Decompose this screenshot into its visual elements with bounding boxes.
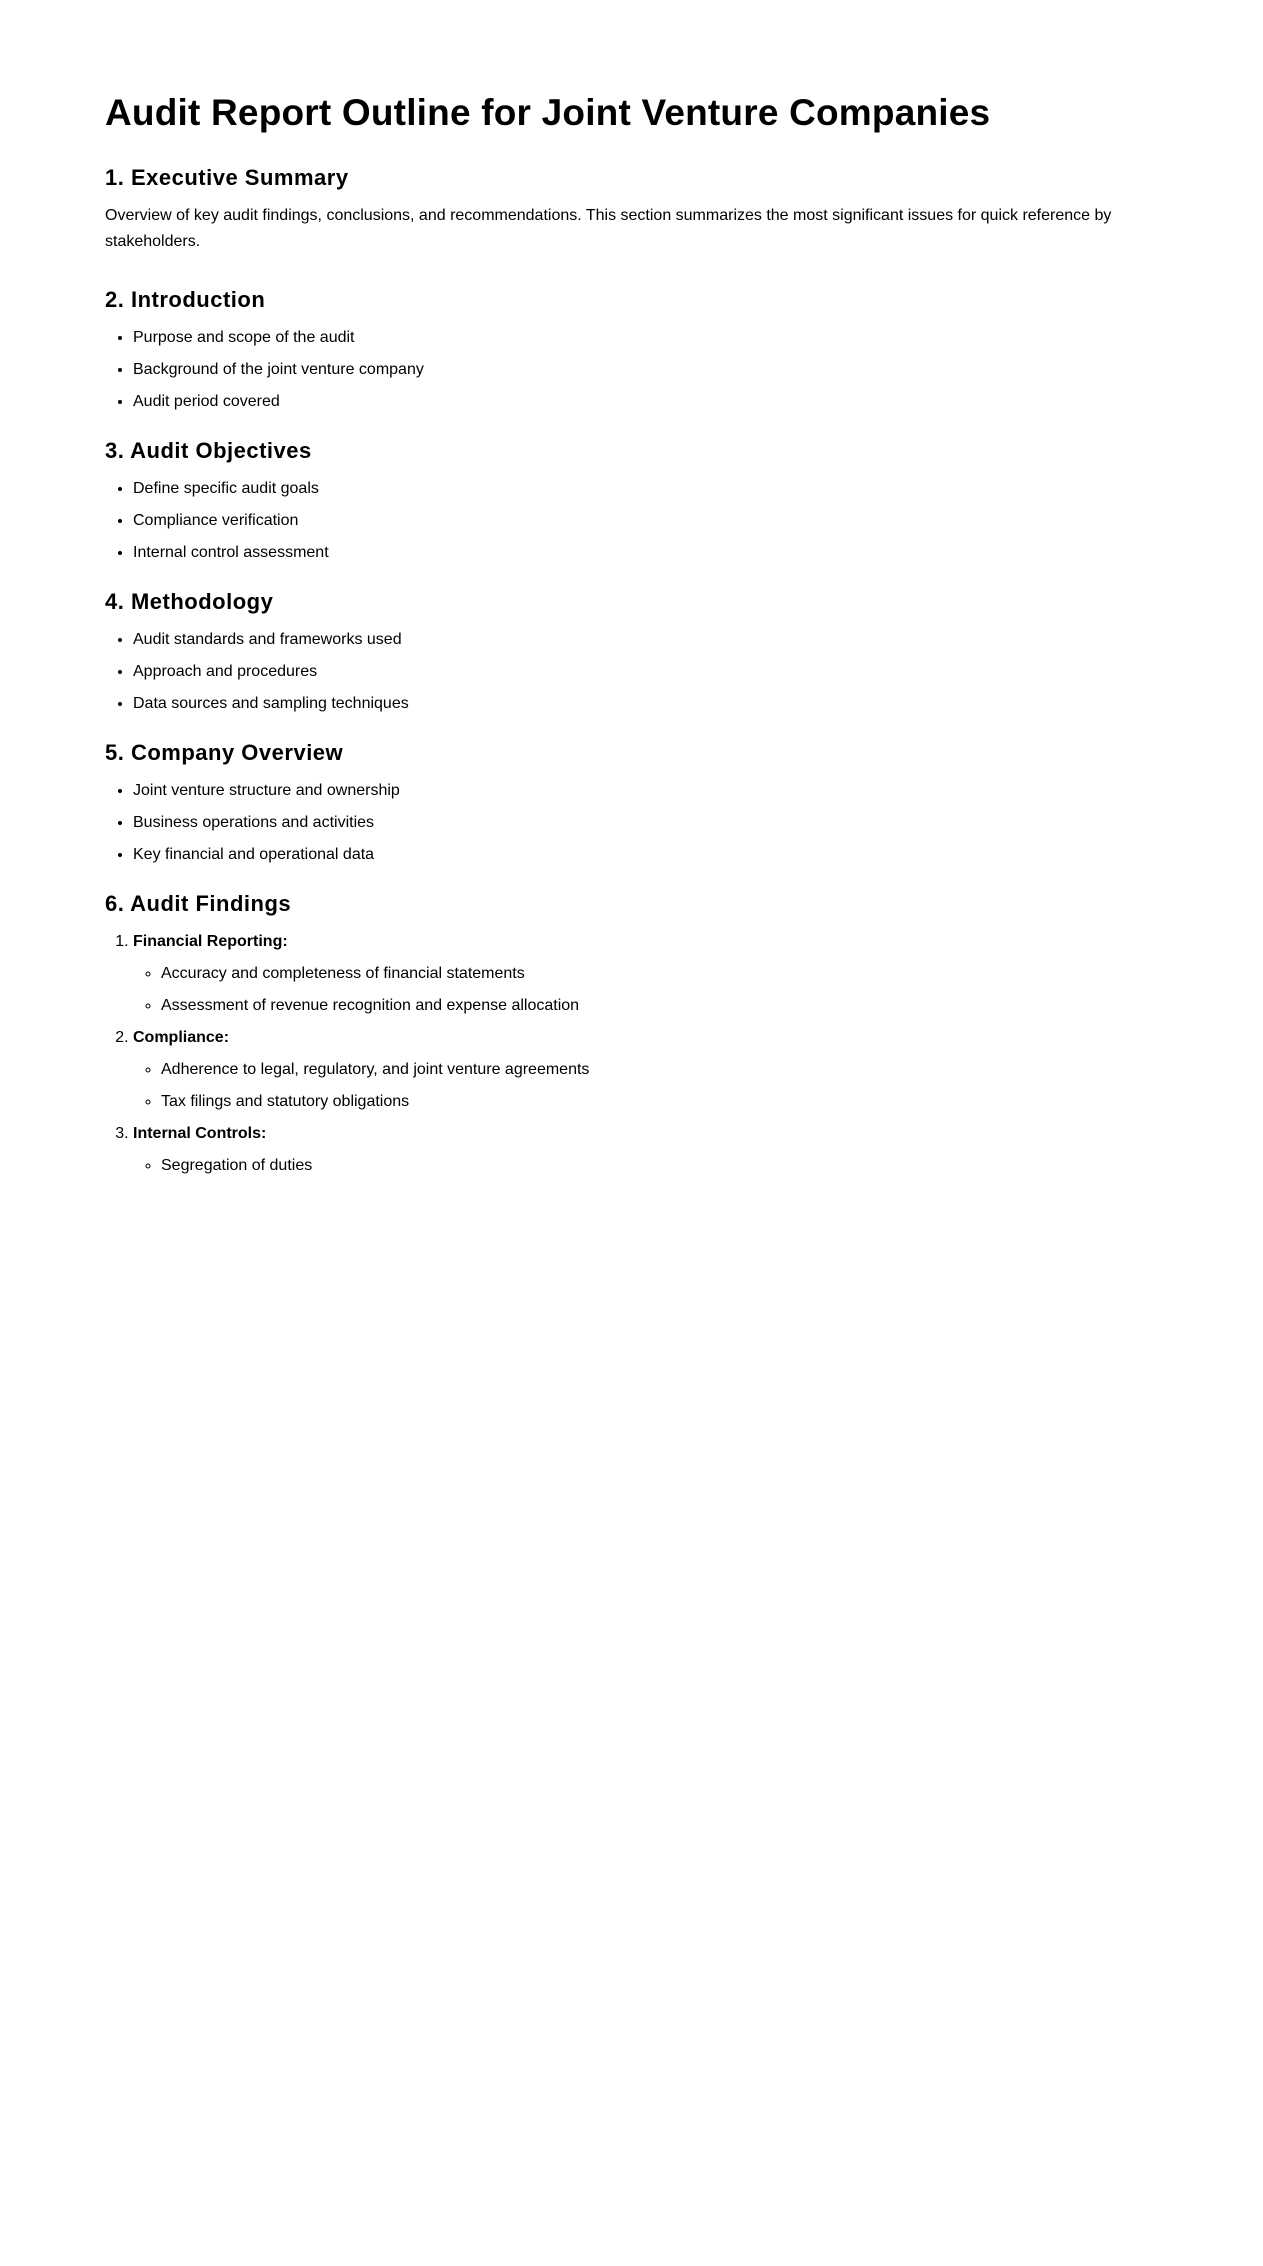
- list-item: • Joint venture structure and ownership: [133, 780, 1158, 802]
- findings-group-label: Financial Reporting:: [133, 933, 288, 950]
- page-title: Audit Report Outline for Joint Venture Companies: [105, 92, 991, 133]
- introduction-list: [105, 327, 1158, 413]
- findings-group-internal-controls: [133, 1123, 1158, 1177]
- list-item: ◦ Accuracy and completeness of financial statements: [161, 963, 1158, 985]
- list-item: • Background of the joint venture company: [133, 359, 1158, 381]
- list-item: ◦ Assessment of revenue recognition and expense allocation: [161, 995, 1158, 1017]
- section-heading-methodology: 4. Methodology: [105, 589, 274, 614]
- findings-group-compliance: [133, 1027, 1158, 1113]
- findings-sublist: [133, 1059, 1158, 1113]
- audit-objectives-list: [105, 478, 1158, 564]
- findings-group-label: Internal Controls:: [133, 1125, 267, 1142]
- findings-sublist: [133, 963, 1158, 1017]
- methodology-list: [105, 629, 1158, 715]
- findings-group-financial-reporting: [133, 931, 1158, 1017]
- list-item: • Business operations and activities: [133, 812, 1158, 834]
- company-overview-list: [105, 780, 1158, 866]
- list-item: • Data sources and sampling techniques: [133, 693, 1158, 715]
- list-item: • Internal control assessment: [133, 542, 1158, 564]
- list-item: • Approach and procedures: [133, 661, 1158, 683]
- list-item: ◦ Segregation of duties: [161, 1155, 1158, 1177]
- list-item: ◦ Adherence to legal, regulatory, and joint venture agreements: [161, 1059, 1158, 1081]
- audit-findings-list: [105, 931, 1158, 1177]
- list-item: • Audit period covered: [133, 391, 1158, 413]
- section-heading-company-overview: 5. Company Overview: [105, 740, 344, 765]
- section-heading-audit-objectives: 3. Audit Objectives: [105, 438, 312, 463]
- section-heading-audit-findings: 6. Audit Findings: [105, 891, 292, 916]
- list-item: • Compliance verification: [133, 510, 1158, 532]
- list-item: • Purpose and scope of the audit: [133, 327, 1158, 349]
- list-item: ◦ Tax filings and statutory obligations: [161, 1091, 1158, 1113]
- section-heading-introduction: 2. Introduction: [105, 287, 266, 312]
- findings-group-label: Compliance:: [133, 1029, 230, 1046]
- list-item: • Key financial and operational data: [133, 844, 1158, 866]
- section-heading-executive-summary: 1. Executive Summary: [105, 165, 349, 190]
- list-item: • Audit standards and frameworks used: [133, 629, 1158, 651]
- list-item: • Define specific audit goals: [133, 478, 1158, 500]
- executive-summary-text: Overview of key audit findings, conclusions, and recommendations. This section summarizes the most significant issues for quick reference by stakeholders.: [105, 207, 1112, 250]
- findings-sublist: [133, 1155, 1158, 1177]
